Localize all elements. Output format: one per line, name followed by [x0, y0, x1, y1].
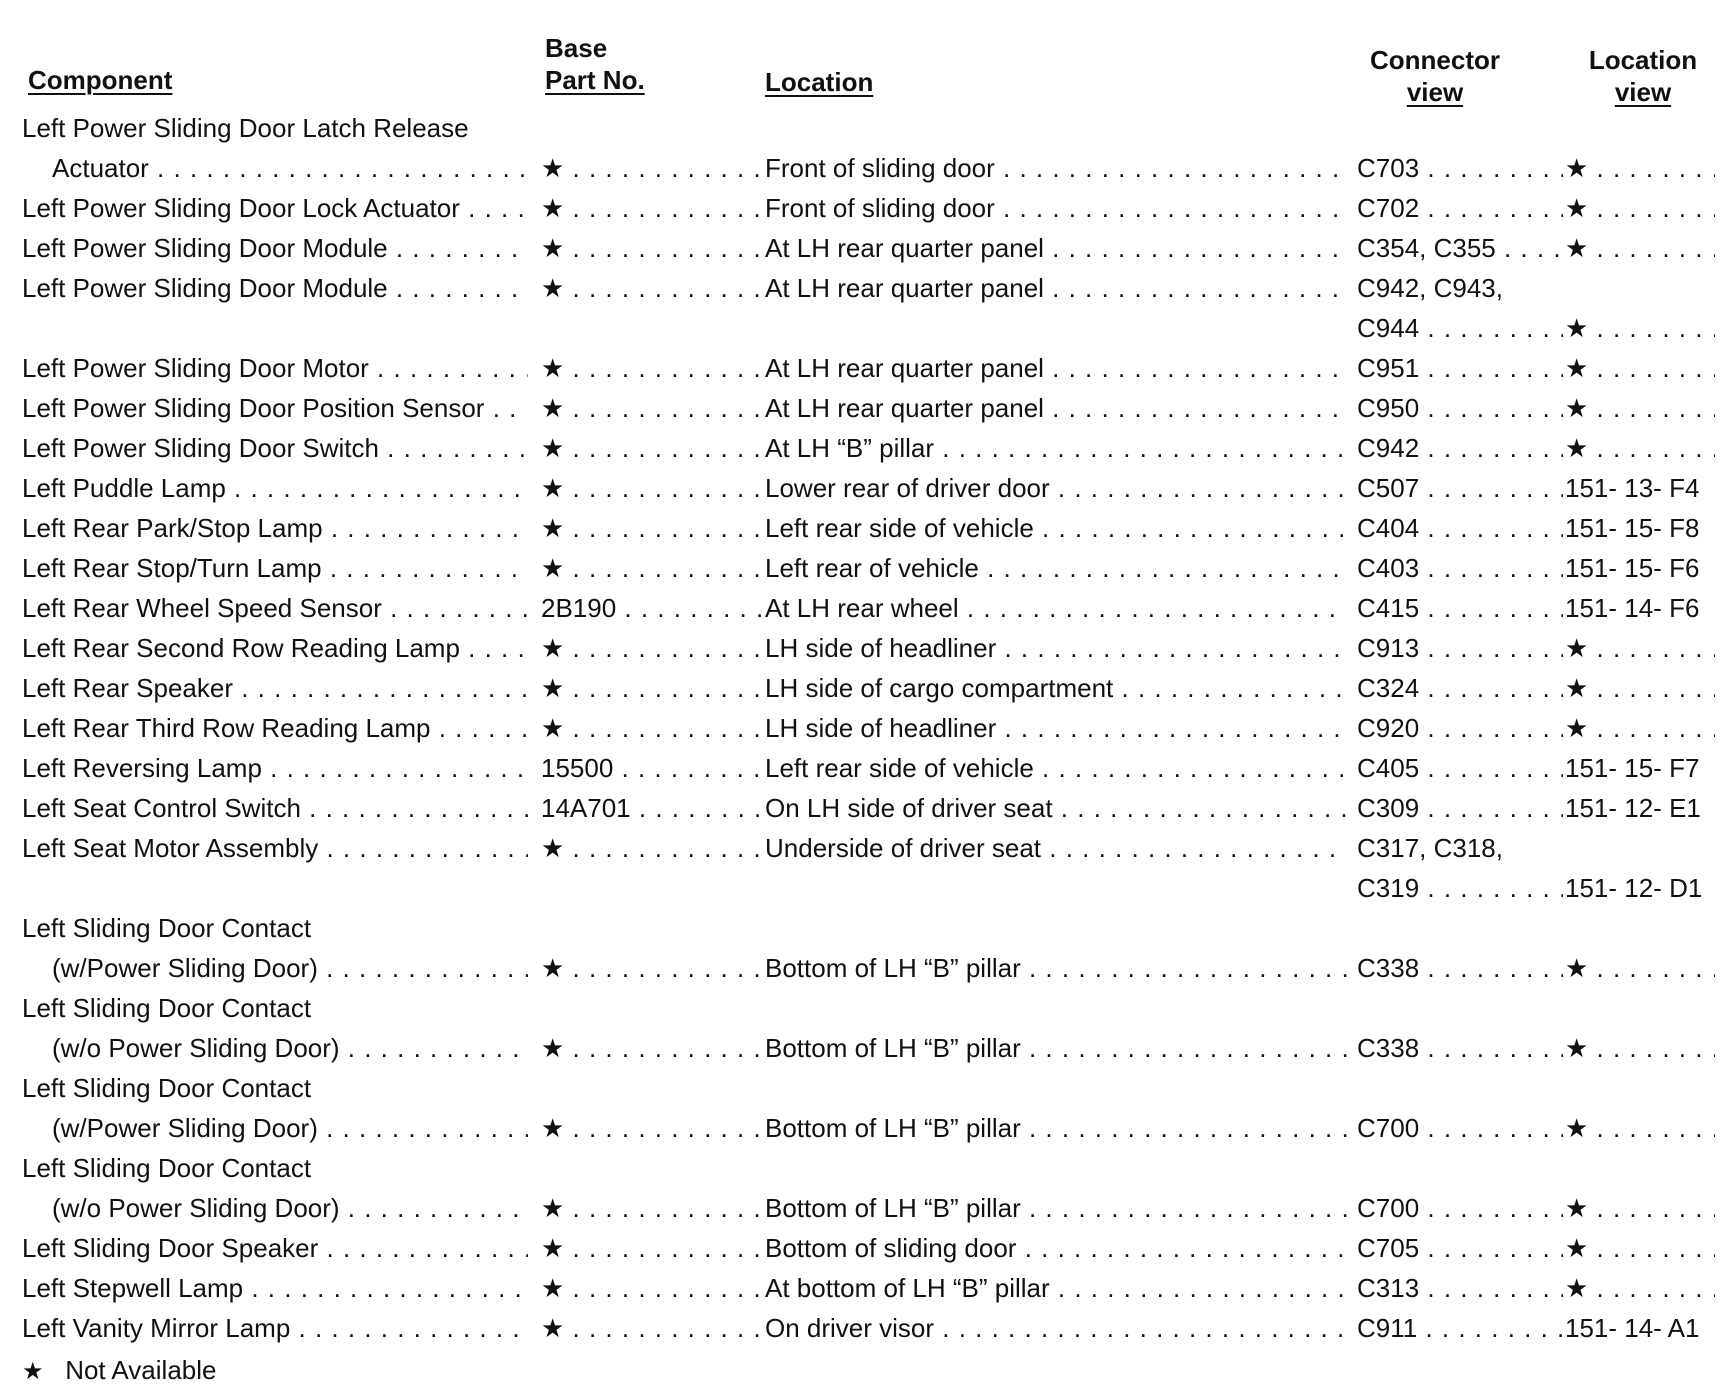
cell-part-no [541, 868, 767, 908]
cell-location: Front of sliding door . . . [765, 188, 1347, 228]
cell-connector-view: C317, C318, [1357, 833, 1503, 863]
cell-part-no: 2B190 . . . [541, 588, 767, 628]
cell-part-no: ★ . . . [541, 628, 767, 668]
cell-component: Left Vanity Mirror Lamp . . . [22, 1308, 528, 1348]
header-location-label: Location [765, 67, 874, 97]
table-row [0, 868, 1736, 908]
cell-location-view: 151- 15- F8 [1565, 513, 1700, 543]
cell-location [765, 988, 1347, 1028]
cell-location-view: ★ . . . [1565, 1108, 1715, 1148]
cell-location-view: 151- 15- F6 [1565, 553, 1700, 583]
cell-part-no: ★ . . . [541, 148, 767, 188]
cell-component: Left Power Sliding Door Module . . . [22, 228, 528, 268]
cell-location [765, 308, 1347, 348]
table-row [0, 388, 1736, 428]
cell-location: At LH rear quarter panel . . . [765, 388, 1347, 428]
cell-location: Lower rear of driver door . . . [765, 468, 1347, 508]
cell-location-view [1565, 988, 1715, 1028]
cell-part-no [541, 908, 767, 948]
header-location-view-line2: view [1614, 77, 1672, 107]
cell-location: On LH side of driver seat . . . [765, 788, 1347, 828]
table-row [0, 628, 1736, 668]
cell-part-no: ★ . . . [541, 1268, 767, 1308]
cell-location: Front of sliding door . . . [765, 148, 1347, 188]
cell-component: Actuator . . . [22, 148, 528, 188]
cell-connector-view: C702 . . . [1357, 188, 1563, 228]
cell-location: Underside of driver seat . . . [765, 828, 1347, 868]
cell-connector-view: C951 . . . [1357, 348, 1563, 388]
header-base-part [545, 32, 645, 96]
cell-location-view: ★ . . . [1565, 1228, 1715, 1268]
table-row [0, 148, 1736, 188]
cell-connector-view: C415 . . . [1357, 588, 1563, 628]
cell-component: Left Puddle Lamp . . . [22, 468, 528, 508]
cell-connector-view [1357, 108, 1563, 148]
cell-part-no: ★ . . . [541, 828, 767, 868]
cell-connector-view: C313 . . . [1357, 1268, 1563, 1308]
cell-location [765, 1068, 1347, 1108]
cell-connector-view: C920 . . . [1357, 708, 1563, 748]
cell-location: At LH rear quarter panel . . . [765, 348, 1347, 388]
table-row [0, 428, 1736, 468]
cell-location: At LH “B” pillar . . . [765, 428, 1347, 468]
cell-component: Left Rear Wheel Speed Sensor . . . [22, 588, 528, 628]
cell-component: Left Power Sliding Door Switch . . . [22, 428, 528, 468]
table-row [0, 908, 1736, 948]
cell-location-view: ★ . . . [1565, 948, 1715, 988]
cell-connector-view: C913 . . . [1357, 628, 1563, 668]
cell-location: Left rear side of vehicle . . . [765, 748, 1347, 788]
cell-part-no: ★ . . . [541, 668, 767, 708]
table-row [0, 348, 1736, 388]
table-row [0, 668, 1736, 708]
table-row [0, 1188, 1736, 1228]
table-row [0, 1068, 1736, 1108]
header-location [765, 66, 873, 98]
cell-component: Left Sliding Door Contact [22, 1153, 312, 1183]
cell-component: Left Power Sliding Door Latch Release [22, 113, 469, 143]
table-row [0, 268, 1736, 308]
cell-location-view: ★ . . . [1565, 1028, 1715, 1068]
cell-connector-view: C700 . . . [1357, 1188, 1563, 1228]
cell-connector-view: C507 . . . [1357, 468, 1563, 508]
cell-connector-view: C950 . . . [1357, 388, 1563, 428]
cell-part-no: ★ . . . [541, 948, 767, 988]
table-row [0, 1228, 1736, 1268]
cell-component: Left Power Sliding Door Lock Actuator . . . [22, 188, 528, 228]
cell-connector-view: C338 . . . [1357, 948, 1563, 988]
table-row [0, 828, 1736, 868]
cell-connector-view: C703 . . . [1357, 148, 1563, 188]
header-base-part-line2: Part No. [545, 65, 645, 95]
cell-location: Bottom of sliding door . . . [765, 1228, 1347, 1268]
cell-part-no: ★ . . . [541, 468, 767, 508]
star-icon: ★ [22, 1358, 44, 1385]
table-row [0, 588, 1736, 628]
cell-connector-view: C942, C943, [1357, 273, 1503, 303]
cell-location-view [1565, 828, 1715, 868]
cell-location-view: 151- 12- D1 [1565, 873, 1703, 903]
header-location-view [1568, 44, 1718, 108]
cell-location-view [1565, 908, 1715, 948]
cell-part-no: ★ . . . [541, 388, 767, 428]
cell-location-view: ★ . . . [1565, 348, 1715, 388]
header-location-view-line1: Location [1588, 45, 1698, 75]
cell-component: Left Rear Stop/Turn Lamp . . . [22, 548, 528, 588]
cell-component: Left Power Sliding Door Module . . . [22, 268, 528, 308]
cell-location: At bottom of LH “B” pillar . . . [765, 1268, 1347, 1308]
cell-component: Left Rear Third Row Reading Lamp . . . [22, 708, 528, 748]
cell-part-no [541, 988, 767, 1028]
cell-location: LH side of headliner . . . [765, 708, 1347, 748]
cell-component: Left Power Sliding Door Position Sensor . . . [22, 388, 528, 428]
cell-location-view [1565, 108, 1715, 148]
cell-component: (w/o Power Sliding Door) . . . [22, 1028, 528, 1068]
table-row [0, 748, 1736, 788]
cell-component: Left Sliding Door Speaker . . . [22, 1228, 528, 1268]
header-component [28, 64, 172, 96]
cell-location-view: ★ . . . [1565, 628, 1715, 668]
cell-location-view: 151- 14- A1 [1565, 1313, 1700, 1343]
cell-part-no [541, 308, 767, 348]
cell-connector-view: C911 . . . [1357, 1308, 1563, 1348]
cell-component: Left Seat Control Switch . . . [22, 788, 528, 828]
cell-location [765, 868, 1347, 908]
cell-location-view: 151- 13- F4 [1565, 473, 1700, 503]
table-row [0, 308, 1736, 348]
cell-location: On driver visor . . . [765, 1308, 1347, 1348]
cell-location [765, 108, 1347, 148]
cell-part-no [541, 108, 767, 148]
header-connector-line2: view [1406, 77, 1464, 107]
cell-connector-view: C700 . . . [1357, 1108, 1563, 1148]
cell-connector-view: C942 . . . [1357, 428, 1563, 468]
cell-location-view: 151- 12- E1 [1565, 793, 1701, 823]
header-base-part-line1: Base [545, 33, 608, 63]
cell-part-no: ★ . . . [541, 508, 767, 548]
cell-location: At LH rear quarter panel . . . [765, 228, 1347, 268]
table-row [0, 988, 1736, 1028]
cell-connector-view: C404 . . . [1357, 508, 1563, 548]
cell-connector-view: C405 . . . [1357, 748, 1563, 788]
table-row [0, 468, 1736, 508]
cell-connector-view: C354, C355 . . . [1357, 228, 1563, 268]
cell-connector-view: C403 . . . [1357, 548, 1563, 588]
footnote-text: Not Available [65, 1355, 217, 1385]
cell-part-no: ★ . . . [541, 1028, 767, 1068]
cell-location-view: ★ . . . [1565, 1188, 1715, 1228]
cell-location-view: ★ . . . [1565, 1268, 1715, 1308]
cell-location: LH side of headliner . . . [765, 628, 1347, 668]
cell-connector-view [1357, 988, 1563, 1028]
cell-part-no [541, 1068, 767, 1108]
cell-connector-view [1357, 1068, 1563, 1108]
cell-connector-view [1357, 1148, 1563, 1188]
cell-location-view: 151- 15- F7 [1565, 753, 1700, 783]
table-row [0, 508, 1736, 548]
cell-location-view: ★ . . . [1565, 708, 1715, 748]
cell-location-view: ★ . . . [1565, 428, 1715, 468]
table-row [0, 788, 1736, 828]
cell-location: Left rear of vehicle . . . [765, 548, 1347, 588]
table-row [0, 188, 1736, 228]
cell-part-no: ★ . . . [541, 1108, 767, 1148]
cell-component: Left Rear Park/Stop Lamp . . . [22, 508, 528, 548]
table-row [0, 548, 1736, 588]
cell-location: At LH rear quarter panel . . . [765, 268, 1347, 308]
cell-location-view: ★ . . . [1565, 388, 1715, 428]
table-body [0, 108, 1736, 1348]
cell-part-no: ★ . . . [541, 268, 767, 308]
cell-part-no: ★ . . . [541, 228, 767, 268]
cell-component: Left Reversing Lamp . . . [22, 748, 528, 788]
cell-connector-view [1357, 908, 1563, 948]
footnote [22, 1352, 216, 1390]
table-row [0, 1108, 1736, 1148]
cell-component: (w/Power Sliding Door) . . . [22, 1108, 528, 1148]
table-row [0, 948, 1736, 988]
cell-location-view: ★ . . . [1565, 668, 1715, 708]
cell-connector-view: C309 . . . [1357, 788, 1563, 828]
cell-part-no: ★ . . . [541, 428, 767, 468]
cell-part-no: 14A701 . . . [541, 788, 767, 828]
cell-component: Left Sliding Door Contact [22, 913, 312, 943]
cell-connector-view: C338 . . . [1357, 1028, 1563, 1068]
cell-part-no: ★ . . . [541, 1188, 767, 1228]
cell-location-view: ★ . . . [1565, 228, 1715, 268]
cell-location-view: ★ . . . [1565, 148, 1715, 188]
header-connector-line1: Connector [1370, 45, 1500, 75]
cell-component: Left Rear Second Row Reading Lamp . . . [22, 628, 528, 668]
table-row [0, 228, 1736, 268]
header-connector-view [1350, 44, 1520, 108]
cell-part-no: 15500 . . . [541, 748, 767, 788]
cell-location [765, 908, 1347, 948]
cell-location: At LH rear wheel . . . [765, 588, 1347, 628]
cell-location: Bottom of LH “B” pillar . . . [765, 1028, 1347, 1068]
table-row [0, 108, 1736, 148]
cell-part-no: ★ . . . [541, 708, 767, 748]
cell-component [22, 868, 528, 908]
cell-part-no: ★ . . . [541, 348, 767, 388]
cell-component: Left Sliding Door Contact [22, 993, 312, 1023]
cell-connector-view: C319 . . . [1357, 868, 1563, 908]
cell-part-no: ★ . . . [541, 1228, 767, 1268]
table-row [0, 708, 1736, 748]
cell-part-no: ★ . . . [541, 1308, 767, 1348]
cell-location-view: 151- 14- F6 [1565, 593, 1700, 623]
cell-location [765, 1148, 1347, 1188]
cell-connector-view: C324 . . . [1357, 668, 1563, 708]
cell-part-no: ★ . . . [541, 548, 767, 588]
cell-location-view [1565, 1068, 1715, 1108]
cell-location: Bottom of LH “B” pillar . . . [765, 1188, 1347, 1228]
header-component-label: Component [28, 65, 173, 95]
cell-component: Left Rear Speaker . . . [22, 668, 528, 708]
table-row [0, 1028, 1736, 1068]
cell-component: (w/o Power Sliding Door) . . . [22, 1188, 528, 1228]
cell-location-view: ★ . . . [1565, 308, 1715, 348]
cell-location: Left rear side of vehicle . . . [765, 508, 1347, 548]
cell-location: Bottom of LH “B” pillar . . . [765, 948, 1347, 988]
cell-component [22, 308, 528, 348]
cell-location-view [1565, 268, 1715, 308]
cell-connector-view: C944 . . . [1357, 308, 1563, 348]
cell-location: Bottom of LH “B” pillar . . . [765, 1108, 1347, 1148]
cell-part-no [541, 1148, 767, 1188]
cell-part-no: ★ . . . [541, 188, 767, 228]
cell-component: Left Seat Motor Assembly . . . [22, 828, 528, 868]
cell-location-view [1565, 1148, 1715, 1188]
cell-component: Left Sliding Door Contact [22, 1073, 312, 1103]
cell-component: Left Power Sliding Door Motor . . . [22, 348, 528, 388]
table-row [0, 1148, 1736, 1188]
cell-location-view: ★ . . . [1565, 188, 1715, 228]
cell-component: (w/Power Sliding Door) . . . [22, 948, 528, 988]
table-row [0, 1268, 1736, 1308]
table-row [0, 1308, 1736, 1348]
cell-location: LH side of cargo compartment . . . [765, 668, 1347, 708]
cell-connector-view: C705 . . . [1357, 1228, 1563, 1268]
cell-component: Left Stepwell Lamp . . . [22, 1268, 528, 1308]
